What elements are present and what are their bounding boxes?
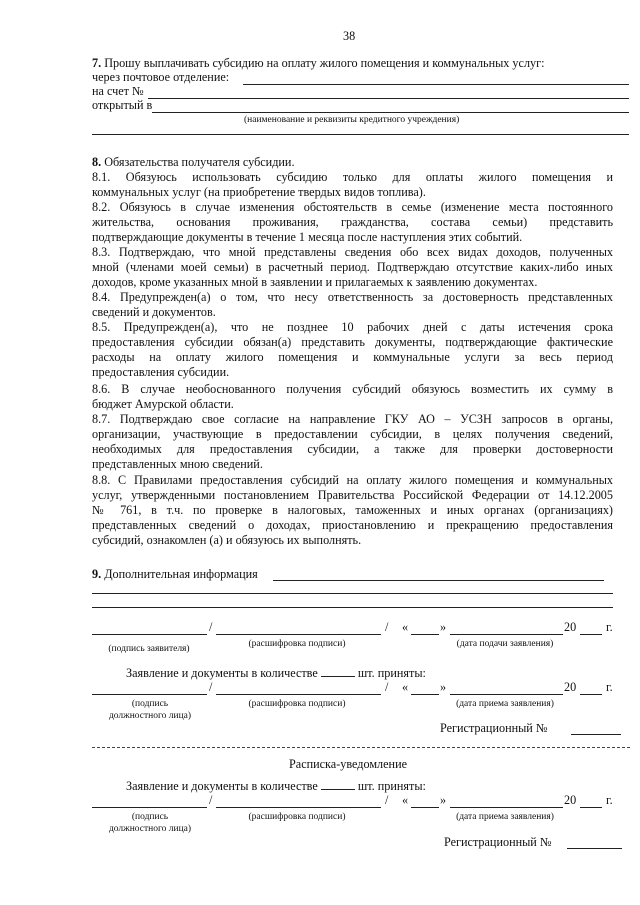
accepted-text-before: Заявление и документы в количестве (126, 666, 318, 680)
receipt-reg-number-label: Регистрационный № (444, 835, 552, 849)
section8-title: Обязательства получателя субсидии. (104, 155, 295, 169)
official-caption-line2: должностного лица) (108, 711, 192, 721)
year-suffix: г. (606, 680, 613, 694)
quote-open: « (402, 680, 409, 694)
slash: / (209, 620, 213, 634)
additional-info-line[interactable] (92, 607, 613, 608)
section7-title: Прошу выплачивать субсидию на оплату жилого помещения и коммунальных услуг: (104, 56, 545, 70)
receipt-signature-field[interactable] (92, 807, 207, 808)
decoding-caption: (расшифровка подписи) (248, 699, 346, 709)
section8-line: сведений и документов. (92, 305, 216, 319)
section8-line: предоставления субсидии. (92, 365, 230, 379)
year-prefix: 20 (564, 793, 577, 807)
quantity-field[interactable] (321, 676, 355, 677)
section8-line: 8.8. С Правилами предоставления субсидий на оплату жилого помещения и коммунальных (92, 473, 613, 487)
section8-line: организации, участвующие в предоставлении субсидии, в целях получения сведений, (92, 427, 613, 441)
section8-line: бюджет Амурской области. (92, 397, 234, 411)
section7-number: 7. (92, 56, 102, 70)
bank-caption: (наименование и реквизиты кредитного учреждения) (244, 115, 460, 125)
official-signature-caption (92, 698, 208, 722)
section8-line: представленных сведений о доходах, приостановлению и прекращению предоставления (92, 518, 613, 532)
section8-line: мной (членами моей семьи) в расчетный период. Подтверждаю отсутствие каких-либо иных (92, 260, 613, 274)
month-field[interactable] (450, 634, 563, 635)
quote-open: « (402, 620, 409, 634)
section8-line: 8.2. Обязуюсь в случае изменения обстоятельств в семье (изменение места постоянного (92, 200, 613, 214)
quote-open: « (402, 793, 409, 807)
slash: / (385, 793, 389, 807)
quote-close: » (440, 793, 447, 807)
section9-title: Дополнительная информация (104, 567, 258, 581)
official-decoding-field[interactable] (216, 694, 381, 695)
account-field[interactable] (148, 98, 629, 99)
section8-line: 8.1. Обязуюсь использовать субсидию только для оплаты жилого помещения и (92, 170, 613, 184)
year-field[interactable] (580, 634, 602, 635)
section8-line: подтверждающие документы в течение 1 месяца после наступления этих событий. (92, 230, 523, 244)
receipt-decoding-field[interactable] (216, 807, 381, 808)
section8-line: доходов, кроме указанных мной в заявлении и прилагаемых к заявлению документах. (92, 275, 538, 289)
accepted-text (126, 666, 426, 681)
section7-heading (92, 56, 545, 71)
official-signature-field[interactable] (92, 694, 207, 695)
year-suffix: г. (606, 620, 613, 634)
month-field[interactable] (450, 694, 563, 695)
section8-line: необходимых для предоставления субсидии, а также для проверки достоверности (92, 442, 613, 456)
day-field[interactable] (411, 694, 439, 695)
reg-number-field[interactable] (571, 734, 621, 735)
slash: / (385, 620, 389, 634)
post-office-field[interactable] (243, 84, 629, 85)
accepted-text-after: шт. приняты: (357, 666, 426, 680)
year-field[interactable] (580, 807, 602, 808)
year-field[interactable] (580, 694, 602, 695)
section9-number: 9. (92, 567, 102, 581)
accepted-text-before: Заявление и документы в количестве (126, 779, 318, 793)
official-caption-line2: должностного лица) (108, 824, 192, 834)
section8-line: 8.3. Подтверждаю, что мной представлены сведения обо всех видах доходов, полученных (92, 245, 613, 259)
accept-date-caption: (дата приема заявления) (456, 699, 554, 709)
section8-number: 8. (92, 155, 102, 169)
accept-date-caption: (дата приема заявления) (456, 812, 554, 822)
section8-line: № 761, в т.ч. по проверке в налоговых, таможенных и иных органах (организациях) (92, 503, 613, 517)
section8-line: услуг, утвержденными постановлением Правительства Российской Федерации от 14.12.2005 (92, 488, 613, 502)
year-prefix: 20 (564, 620, 577, 634)
quote-close: » (440, 680, 447, 694)
official-caption-line1: (подпись (131, 699, 169, 709)
submit-date-caption: (дата подачи заявления) (456, 639, 554, 649)
section8-line: 8.7. Подтверждаю свое согласие на направление ГКУ АО – УСЗН запросов в органы, (92, 412, 613, 426)
section8-line: представленных мною сведений. (92, 457, 263, 471)
section8-line: предоставления субсидии обязан(а) представить документы, подтверждающие фактические (92, 335, 613, 349)
accepted-text-after: шт. приняты: (357, 779, 426, 793)
slash: / (385, 680, 389, 694)
reg-number-label: Регистрационный № (440, 721, 548, 735)
section8-line: жительства, основания проживания, гражданства, состава семьи) представить (92, 215, 613, 229)
page-number: 38 (343, 29, 356, 43)
applicant-signature-caption: (подпись заявителя) (108, 644, 190, 654)
applicant-decoding-field[interactable] (216, 634, 381, 635)
section8-line: 8.5. Предупрежден(а), что не позднее 10 рабочих дней с даты истечения срока (92, 320, 613, 334)
month-field[interactable] (450, 807, 563, 808)
official-caption-line1: (подпись (131, 812, 169, 822)
quote-close: » (440, 620, 447, 634)
additional-info-line[interactable] (92, 593, 613, 594)
account-label: на счет № (92, 84, 144, 98)
receipt-title: Расписка-уведомление (289, 757, 408, 771)
section9-heading (92, 567, 258, 582)
day-field[interactable] (411, 807, 439, 808)
cut-line (92, 747, 630, 748)
receipt-accepted-text (126, 779, 426, 794)
post-office-label: через почтовое отделение: (92, 70, 230, 84)
section8-line: расходы на оплату жилого помещения и коммунальные услуги за весь период (92, 350, 613, 364)
day-field[interactable] (411, 634, 439, 635)
receipt-reg-number-field[interactable] (567, 848, 622, 849)
additional-info-field[interactable] (273, 580, 604, 581)
section8-line: 8.6. В случае необоснованного получения субсидий обязуюсь возместить их сумму в (92, 382, 613, 396)
receipt-official-caption (92, 811, 208, 835)
bank-field-line2[interactable] (92, 134, 629, 135)
section8-line: 8.4. Предупрежден(а) о том, что несу ответственность за достоверность представленных (92, 290, 613, 304)
applicant-signature-field[interactable] (92, 634, 207, 635)
section8-heading (92, 155, 295, 170)
slash: / (209, 680, 213, 694)
decoding-caption: (расшифровка подписи) (248, 812, 346, 822)
section8-line: коммунальных услуг (на приобретение твердых видов топлива). (92, 185, 426, 199)
year-prefix: 20 (564, 680, 577, 694)
decoding-caption: (расшифровка подписи) (248, 639, 346, 649)
year-suffix: г. (606, 793, 613, 807)
section8-line: субсидий, ознакомлен (а) и обязуюсь их выполнять. (92, 533, 362, 547)
quantity-field[interactable] (321, 789, 355, 790)
slash: / (209, 793, 213, 807)
opened-in-label: открытый в (92, 98, 153, 112)
